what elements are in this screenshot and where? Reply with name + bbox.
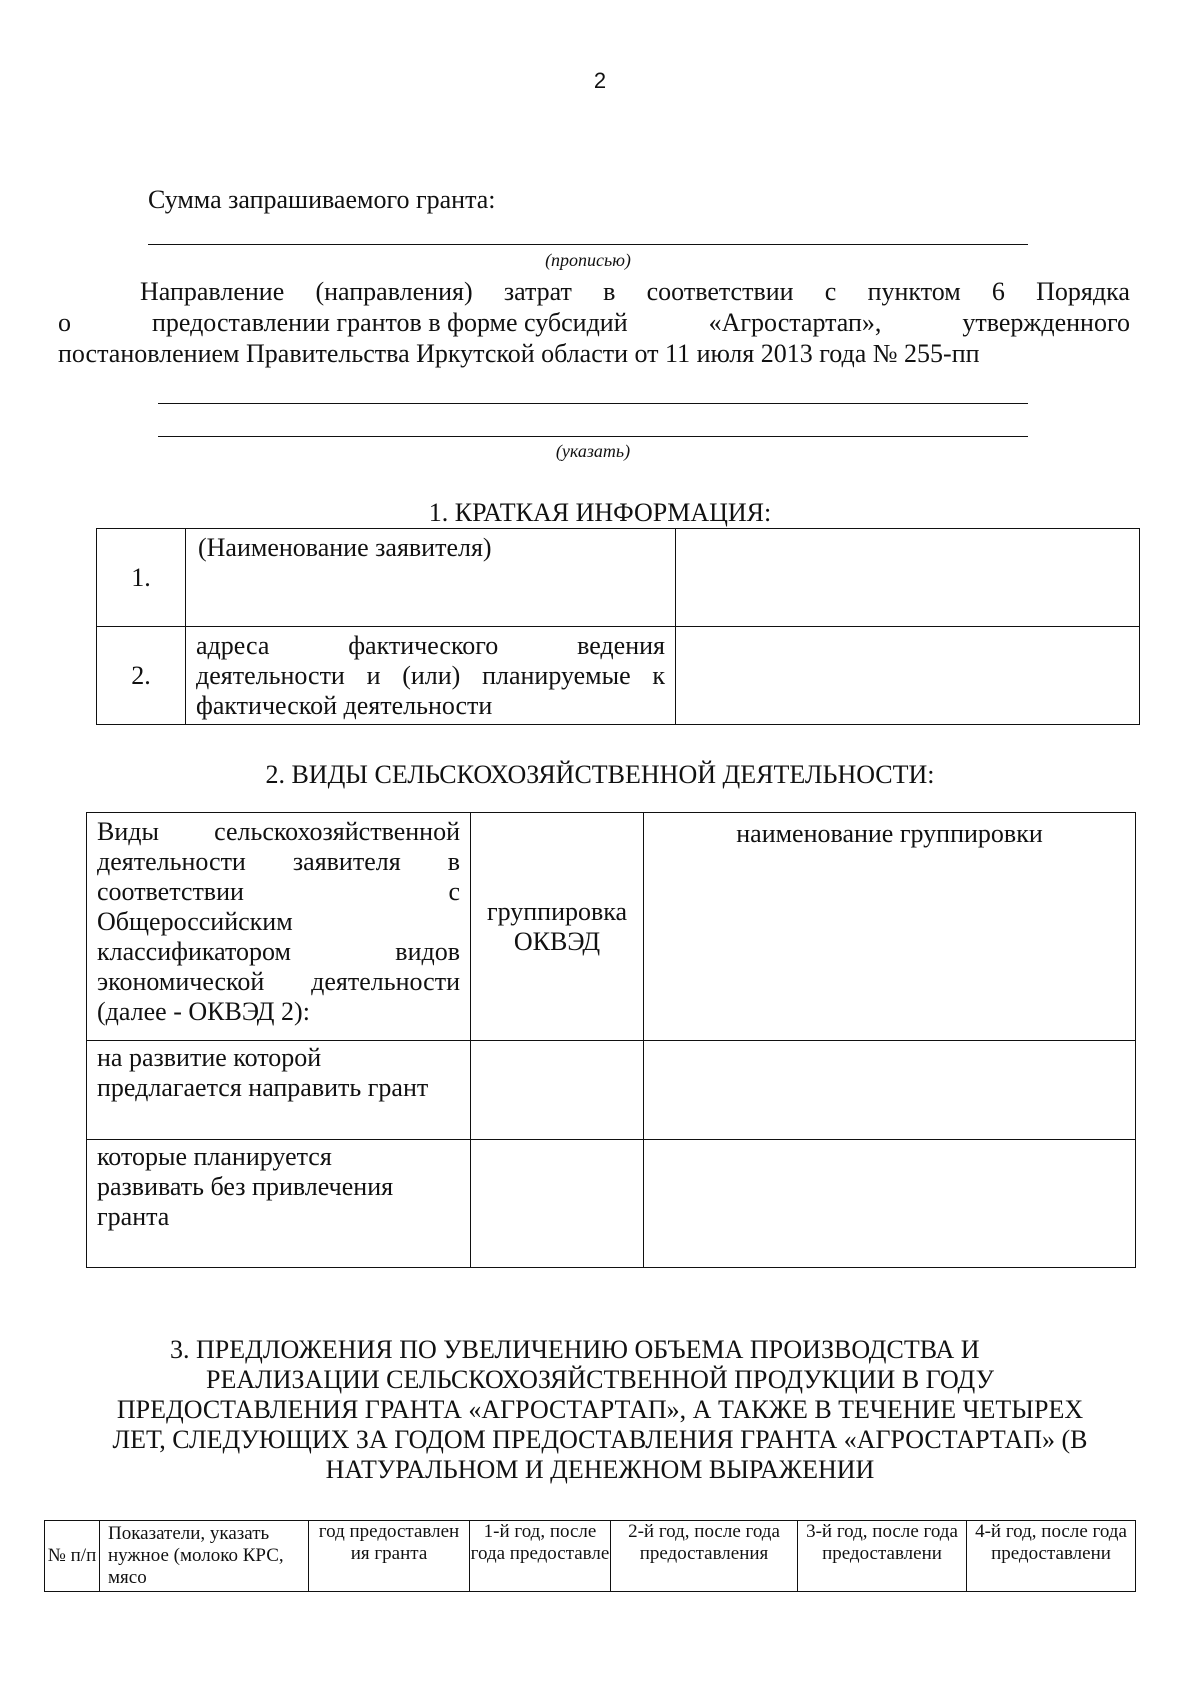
- col-grant-year-header: год предоставлен ия гранта: [309, 1521, 470, 1592]
- direction-line-2: о предоставлении грантов в форме субсидий «Агростартап», утвержденного: [58, 308, 1130, 337]
- section1-title: 1. КРАТКАЯ ИНФОРМАЦИЯ:: [428, 498, 772, 527]
- section2-table: [86, 812, 1136, 1268]
- direction-line-1: Направление (направления) затрат в соответствии с пунктом 6 Порядка: [140, 277, 1130, 306]
- table-row: [87, 1140, 1136, 1268]
- col-indicators-header: Показатели, указать нужное (молоко КРС, мясо: [100, 1521, 309, 1592]
- grant-sum-label: Сумма запрашиваемого гранта:: [148, 185, 496, 214]
- col-number-header: № п/п: [45, 1521, 100, 1592]
- col-year3-header: 3-й год, после года предоставлени: [798, 1521, 967, 1592]
- table-row: [45, 1521, 1136, 1592]
- section3-title: 3. ПРЕДЛОЖЕНИЯ ПО УВЕЛИЧЕНИЮ ОБЪЕМА ПРОИЗВОДСТВА И РЕАЛИЗАЦИИ СЕЛЬСКОХОЗЯЙСТВЕННОЙ ПРОДУКЦИИ В ГОДУ ПРЕДОСТАВЛЕНИЯ ГРАНТА «АГРОСТАРТАП», А ТАКЖЕ В ТЕЧЕНИЕ ЧЕТЫРЕХ ЛЕТ, СЛЕДУЮЩИХ ЗА ГОДОМ ПРЕДОСТАВЛЕНИЯ ГРАНТА «АГРОСТАРТАП» (В НАТУРАЛЬНОМ И ДЕНЕЖНОМ ВЫРАЖЕНИИ: [112, 1335, 1088, 1484]
- specify-line-2[interactable]: [158, 436, 1028, 437]
- hint-in-words: (прописью): [545, 250, 631, 270]
- section1-table: [96, 528, 1140, 725]
- other-activity-label: которые планируется развивать без привлечения гранта: [87, 1140, 471, 1268]
- address-label: адреса фактического ведения деятельности и (или) планируемые к фактической деятельности: [186, 627, 676, 725]
- other-activity-okved[interactable]: [471, 1140, 644, 1268]
- grant-activity-name[interactable]: [644, 1041, 1136, 1140]
- page-number: 2: [593, 68, 607, 93]
- table-row: [97, 529, 1140, 627]
- grant-sum-line[interactable]: [148, 244, 1028, 245]
- col-year4-header: 4-й год, после года предоставлени: [967, 1521, 1136, 1592]
- row-number: 2.: [97, 627, 186, 725]
- direction-line-3: постановлением Правительства Иркутской области от 11 июля 2013 года № 255-пп: [58, 339, 980, 368]
- col-year1-header: 1-й год, после года предоставле: [470, 1521, 611, 1592]
- other-activity-name[interactable]: [644, 1140, 1136, 1268]
- section2-title: 2. ВИДЫ СЕЛЬСКОХОЗЯЙСТВЕННОЙ ДЕЯТЕЛЬНОСТИ:: [265, 760, 935, 789]
- table-row: [87, 1041, 1136, 1140]
- specify-line-1[interactable]: [158, 403, 1028, 404]
- table-row: [97, 627, 1140, 725]
- table-row: [87, 813, 1136, 1041]
- grant-activity-label: на развитие которой предлагается направить грант: [87, 1041, 471, 1140]
- applicant-name-label: (Наименование заявителя): [186, 529, 676, 627]
- address-value[interactable]: [676, 627, 1140, 725]
- col-year2-header: 2-й год, после года предоставления: [611, 1521, 798, 1592]
- hint-specify: (указать): [555, 441, 631, 461]
- grant-activity-okved[interactable]: [471, 1041, 644, 1140]
- applicant-name-value[interactable]: [676, 529, 1140, 627]
- okved-group-header: группировка ОКВЭД: [471, 813, 644, 1041]
- group-name-header: наименование группировки: [644, 813, 1136, 1041]
- section3-table: [44, 1520, 1136, 1592]
- activity-types-header: Виды сельскохозяйственной деятельности заявителя в соответствии с Общероссийским классификатором видов экономической деятельности (далее - ОКВЭД 2):: [87, 813, 471, 1041]
- row-number: 1.: [97, 529, 186, 627]
